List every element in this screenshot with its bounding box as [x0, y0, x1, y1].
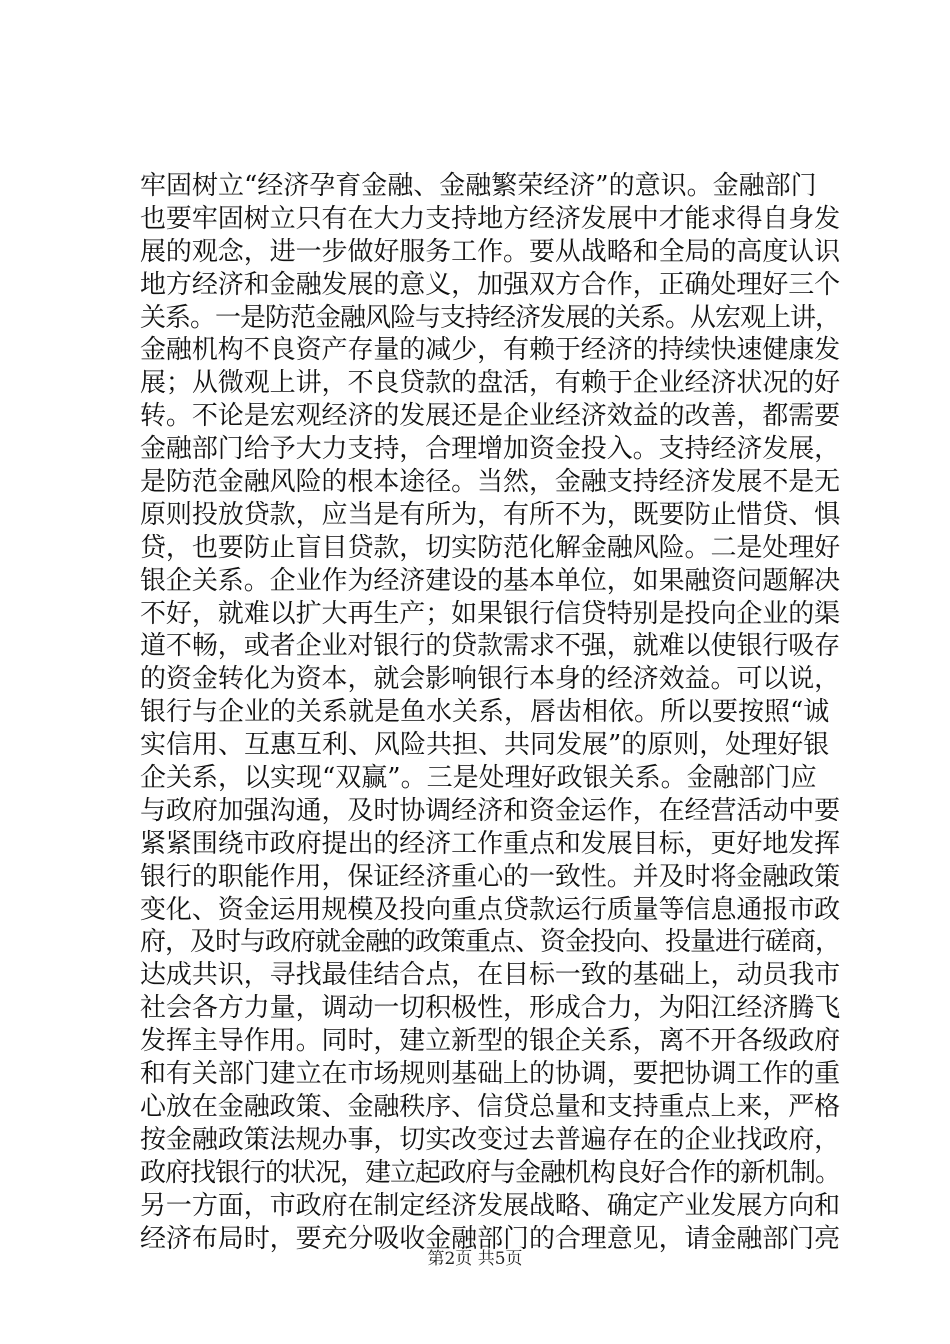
text-line: 政府找银行的状况，建立起政府与金融机构良好合作的新机制。	[140, 1157, 841, 1188]
text-line: 转。不论是宏观经济的发展还是企业经济效益的改善，都需要	[140, 401, 841, 432]
text-line: 贷，也要防止盲目贷款，切实防范化解金融风险。二是处理好	[140, 532, 841, 563]
text-line: 展；从微观上讲，不良贷款的盘活，有赖于企业经济状况的好	[140, 368, 841, 399]
text-line: 心放在金融政策、金融秩序、信贷总量和支持重点上来，严格	[140, 1091, 841, 1122]
text-line: 发挥主导作用。同时，建立新型的银企关系，离不开各级政府	[140, 1026, 841, 1057]
text-line: 府，及时与政府就金融的政策重点、资金投向、投量进行磋商，	[140, 927, 841, 958]
document-body	[140, 170, 840, 1255]
text-line: 不好，就难以扩大再生产；如果银行信贷特别是投向企业的渠	[140, 598, 841, 629]
text-line: 和有关部门建立在市场规则基础上的协调，要把协调工作的重	[140, 1059, 841, 1090]
text-line: 地方经济和金融发展的意义，加强双方合作，正确处理好三个	[140, 269, 841, 300]
text-line: 达成共识，寻找最佳结合点，在目标一致的基础上，动员我市	[140, 960, 841, 991]
text-line: 实信用、互惠互利、风险共担、共同发展”的原则，处理好银	[140, 730, 830, 761]
text-line: 展的观念，进一步做好服务工作。要从战略和全局的高度认识	[140, 236, 841, 267]
text-line: 紧紧围绕市政府提出的经济工作重点和发展目标，更好地发挥	[140, 828, 841, 859]
text-line: 银企关系。企业作为经济建设的基本单位，如果融资问题解决	[140, 565, 841, 596]
text-line: 是防范金融风险的根本途径。当然，金融支持经济发展不是无	[140, 467, 841, 498]
text-line: 银行与企业的关系就是鱼水关系，唇齿相依。所以要按照“诚	[140, 697, 830, 728]
text-line: 关系。一是防范金融风险与支持经济发展的关系。从宏观上讲，	[140, 302, 841, 333]
text-line: 银行的职能作用，保证经济重心的一致性。并及时将金融政策	[140, 861, 841, 892]
text-line: 企关系，以实现“双赢”。三是处理好政银关系。金融部门应	[140, 763, 817, 794]
text-line: 原则投放贷款，应当是有所为，有所不为，既要防止惜贷、惧	[140, 499, 841, 530]
text-line: 变化、资金运用规模及投向重点贷款运行质量等信息通报市政	[140, 894, 841, 925]
text-line: 金融部门给予大力支持，合理增加资金投入。支持经济发展，	[140, 434, 841, 465]
text-line: 经济布局时，要充分吸收金融部门的合理意见，请金融部门亮	[140, 1223, 841, 1254]
text-line: 另一方面，市政府在制定经济发展战略、确定产业发展方向和	[140, 1190, 841, 1221]
text-line: 与政府加强沟通，及时协调经济和资金运作，在经营活动中要	[140, 795, 841, 826]
text-line: 也要牢固树立只有在大力支持地方经济发展中才能求得自身发	[140, 203, 841, 234]
text-line: 的资金转化为资本，就会影响银行本身的经济效益。可以说，	[140, 664, 841, 695]
text-line: 牢固树立“经济孕育金融、金融繁荣经济”的意识。金融部门	[140, 171, 817, 201]
text-line: 社会各方力量，调动一切积极性，形成合力，为阳江经济腾飞	[140, 993, 841, 1024]
text-line: 金融机构不良资产存量的减少，有赖于经济的持续快速健康发	[140, 335, 841, 366]
text-line: 按金融政策法规办事，切实改变过去普遍存在的企业找政府，	[140, 1124, 841, 1155]
page-number-footer: 第2页 共5页	[427, 1249, 523, 1269]
text-line: 道不畅，或者企业对银行的贷款需求不强，就难以使银行吸存	[140, 631, 841, 662]
